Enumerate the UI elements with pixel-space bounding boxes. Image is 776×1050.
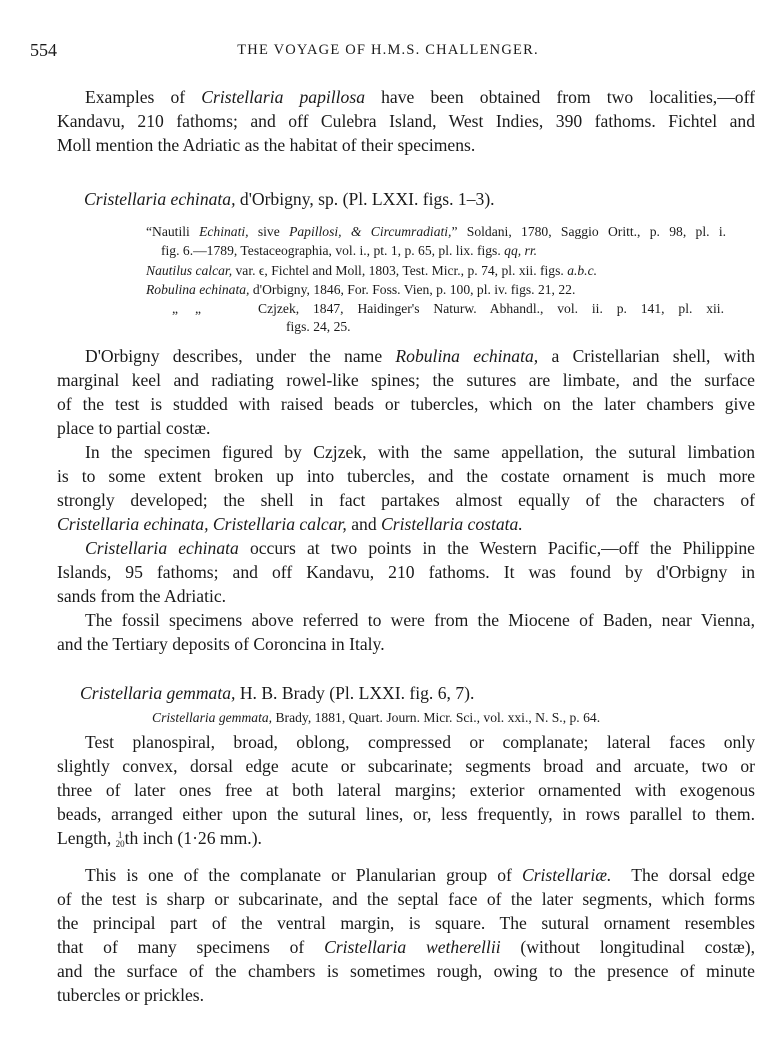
text-line: Test planospiral, broad, oblong, compressed or complanate; lateral faces only (85, 732, 755, 752)
text-span: and (346, 514, 382, 534)
text-line: of the test is sharp or subcarinate, and the septal face of the later segments, which forms (57, 889, 755, 909)
text-line: beads, arranged either upon the sutural lines, or, less frequently, in rows parallel to them. (57, 804, 755, 824)
text-span: d'Orbigny, 1846, For. Foss. Vien, p. 100, pl. iv. figs. 21, 22. (249, 282, 576, 297)
italic-span: Robulina echinata, (146, 282, 250, 297)
text-line: sands from the Adriatic. (57, 586, 227, 606)
text-line (57, 513, 523, 535)
species-name: Robulina echinata, (395, 346, 539, 366)
italic-span: qq, rr. (504, 243, 538, 258)
text-span: Brady, 1881, Quart. Journ. Micr. Sci., vol. xxi., N. S., p. 64. (272, 710, 601, 725)
text-span: Examples of (85, 87, 202, 107)
species-name: Cristellaria echinata (85, 538, 239, 558)
text-line: Moll mention the Adriatic as the habitat of their specimens. (57, 135, 476, 155)
species-heading (84, 188, 495, 210)
fraction (116, 831, 125, 849)
text-line: Islands, 95 fathoms; and off Kandavu, 210 fathoms. It was found by d'Orbigny in (57, 562, 755, 582)
ditto-marks: „ „ (172, 301, 202, 316)
text-line: three of later ones free at both lateral margins; exterior ornamented with exogenous (57, 780, 755, 800)
text-span: Czjzek, 1847, Haidinger's Naturw. Abhandl., vol. ii. p. 141, pl. xii. (258, 301, 724, 316)
species-heading (80, 682, 474, 704)
text-line: of the test is studded with raised beads or tubercles, which on the later chambers give (57, 394, 755, 414)
species-name: Cristellaria echinata, (84, 189, 236, 209)
italic-span: Nautilus calcar, (146, 263, 233, 278)
text-span: fig. 6.—1789, Testaceographia, vol. i., pt. 1, p. 65, pl. lix. figs. (161, 243, 505, 258)
synonymy-line (152, 709, 600, 726)
text-span: var. ϵ, Fichtel and Moll, 1803, Test. Micr., p. 74, pl. xii. figs. (232, 263, 568, 278)
synonymy-line (146, 223, 726, 240)
text-span: have been obtained from two localities,—off (365, 87, 755, 107)
text-span: sive (248, 224, 290, 239)
text-line: and the Tertiary deposits of Coroncina in Italy. (57, 634, 385, 654)
species-name: Cristellaria echinata, Cristellaria calcar, (57, 514, 347, 534)
text-span: “Nautili (146, 224, 200, 239)
page-header (30, 40, 746, 64)
text-line (57, 936, 755, 958)
text-line (57, 827, 262, 849)
text-line: and the surface of the chambers is sometimes rough, owing to the presence of minute (57, 961, 755, 981)
text-span: ” Soldani, 1780, Saggio Oritt., p. 98, pl. i. (451, 224, 726, 239)
italic-span: a.b.c. (567, 263, 598, 278)
text-line: strongly developed; the shell in fact partakes almost equally of the characters of (57, 490, 755, 510)
text-line: In the specimen figured by Czjzek, with the same appellation, the sutural limbation (85, 442, 755, 462)
fraction-denominator: 20 (115, 838, 125, 849)
text-line: is to some extent broken up into tubercles, and the costate ornament is much more (57, 466, 755, 486)
synonymy-line: figs. 24, 25. (286, 319, 351, 334)
synonymy-line (161, 242, 537, 259)
text-span: This is one of the complanate or Planularian group of (85, 865, 522, 885)
species-name: Cristellaria wetherellii (324, 937, 501, 957)
text-line: The fossil specimens above referred to were from the Miocene of Baden, near Vienna, (85, 610, 755, 630)
synonymy-line (146, 281, 575, 298)
synonymy-line (172, 300, 726, 317)
text-line (85, 537, 755, 559)
text-span: that of many specimens of (57, 937, 325, 957)
text-line: place to partial costæ. (57, 418, 211, 438)
text-line: Kandavu, 210 fathoms; and off Culebra Island, West Indies, 390 fathoms. Fichtel and (57, 111, 755, 131)
italic-span: Papillosi, & Circumradiati, (289, 224, 452, 239)
text-line: the principal part of the ventral margin, is square. The sutural ornament resembles (57, 913, 755, 933)
text-line: marginal keel and radiating rowel-like spines; the sutures are limbate, and the surface (57, 370, 755, 390)
text-span: Length, (57, 828, 116, 848)
text-span: (without longitudinal costæ), (500, 937, 755, 957)
heading-text: H. B. Brady (Pl. LXXI. fig. 6, 7). (235, 683, 475, 703)
italic-span: Cristellaria gemmata, (152, 710, 273, 725)
species-name: Cristellariæ. (521, 865, 612, 885)
synonymy-line (146, 262, 597, 279)
text-line (85, 864, 755, 886)
text-span: The dorsal edge (611, 865, 755, 885)
text-line (85, 86, 755, 108)
text-span: occurs at two points in the Western Pacific,—off the Philippine (238, 538, 755, 558)
species-name: Cristellaria costata. (381, 514, 523, 534)
running-title: THE VOYAGE OF H.M.S. CHALLENGER. (237, 42, 539, 58)
species-name: Cristellaria gemmata, (80, 683, 236, 703)
text-span: th inch (1·26 mm.). (124, 828, 262, 848)
text-line (85, 345, 755, 367)
page-number: 554 (30, 40, 57, 60)
text-span: a Cristellarian shell, with (538, 346, 755, 366)
text-line: slightly convex, dorsal edge acute or subcarinate; segments broad and arcuate, two or (57, 756, 755, 776)
species-name: Cristellaria papillosa (201, 87, 365, 107)
text-span: D'Orbigny describes, under the name (85, 346, 396, 366)
italic-span: Echinati, (199, 224, 249, 239)
text-line: tubercles or prickles. (57, 985, 205, 1005)
fraction-numerator: 1 (117, 829, 123, 840)
heading-text: d'Orbigny, sp. (Pl. LXXI. figs. 1–3). (235, 189, 495, 209)
